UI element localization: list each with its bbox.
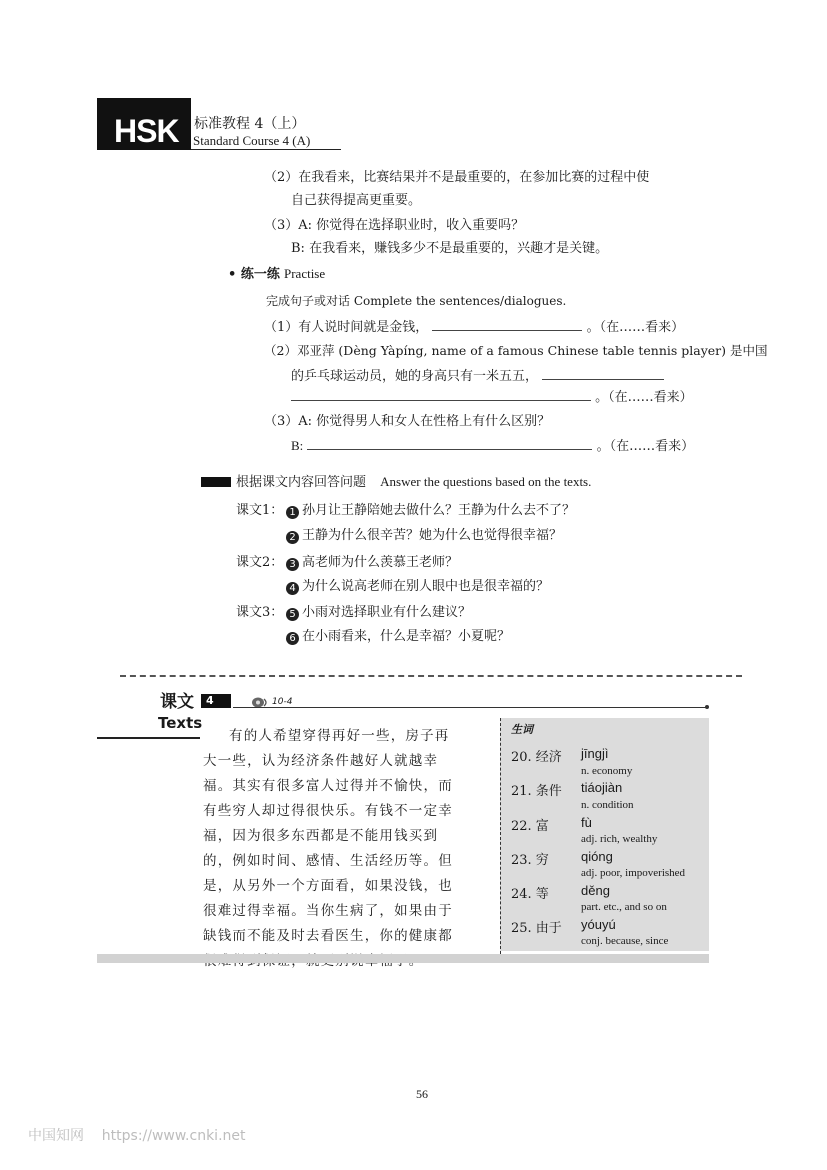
texts-label-cn: 课文	[160, 692, 194, 712]
question-number-4: 4	[286, 582, 299, 595]
practise-heading-cn: • 练一练	[228, 267, 280, 282]
practise-q3-a: （3）A: 你觉得男人和女人在性格上有什么区别？	[264, 414, 551, 429]
text-header-dot	[705, 705, 709, 709]
question-2	[286, 529, 562, 544]
vocab-word-1: 20. 经济	[511, 750, 562, 765]
question-number-3: 3	[286, 558, 299, 571]
question-number-1: 1	[286, 506, 299, 519]
passage-line-5: 福，因为很多东西都是不能用钱买到	[203, 828, 439, 844]
text-number-badge	[201, 694, 231, 708]
passage-line-8: 很难过得幸福。当你生病了，如果由于	[203, 903, 453, 919]
question-1	[286, 504, 575, 519]
practise-q1-text: （1）有人说时间就是金钱，	[264, 320, 429, 335]
question-text: 在小雨看来，什么是幸福？小夏呢？	[302, 629, 511, 644]
audio-track: 10-4	[272, 697, 293, 707]
vocab-word-4: 23. 穷	[511, 853, 549, 868]
questions-heading	[236, 475, 591, 489]
question-number-2: 2	[286, 531, 299, 544]
practise-q1-hint: 。（在……看来）	[586, 320, 685, 335]
header-rule	[191, 149, 341, 150]
practise-q1-blank[interactable]	[432, 330, 582, 331]
practise-q2-text: 的乒乓球运动员，她的身高只有一米五五，	[291, 369, 539, 384]
question-text: 为什么说高老师在别人眼中也是很幸福的？	[302, 579, 550, 594]
questions-heading-en: Answer the questions based on the texts.	[380, 474, 592, 489]
hsk-logo: HSK	[114, 113, 179, 149]
passage-line-3: 福。其实有很多富人过得并不愉快，而	[203, 778, 453, 794]
vocab-word-2: 21. 条件	[511, 784, 562, 799]
practise-q2-blank-a[interactable]	[542, 379, 664, 380]
question-number-5: 5	[286, 608, 299, 621]
practise-q3-b-label: B:	[291, 438, 304, 453]
practise-q2-line-3	[291, 391, 693, 404]
question-3	[286, 556, 458, 571]
book-title-cn: 标准教程 4（上）	[194, 116, 306, 132]
practise-q2-blank-b[interactable]	[291, 400, 591, 401]
vocab-word-5: 24. 等	[511, 887, 549, 902]
practise-q1	[264, 321, 684, 334]
question-6	[286, 630, 510, 645]
vocab-word-6: 25. 由于	[511, 921, 562, 936]
questions-marker	[201, 477, 231, 487]
vocab-def-4: adj. poor, impoverished	[581, 867, 686, 879]
passage-line-9: 缺钱而不能及时去看医生，你的健康都	[203, 928, 453, 944]
vocab-pinyin-2: tiáojiàn	[581, 780, 623, 795]
question-text: 小雨对选择职业有什么建议？	[302, 605, 472, 620]
question-text: 高老师为什么羡慕王老师？	[302, 555, 459, 570]
vocab-word-3: 22. 富	[511, 819, 549, 834]
question-5	[286, 606, 471, 621]
example-2-line-1: （2）在我看来，比赛结果并不是最重要的，在参加比赛的过程中使	[264, 170, 650, 185]
question-group-1-label: 课文1：	[236, 503, 284, 518]
question-4	[286, 580, 549, 595]
vocab-def-2: n. condition	[581, 799, 634, 811]
texts-left-rule	[97, 737, 200, 739]
section-divider	[120, 675, 742, 677]
cnki-watermark[interactable]: 中国知网 https://www.cnki.net	[28, 1128, 246, 1144]
vocab-def-5: part. etc., and so on	[581, 901, 667, 913]
passage-line-2: 大一些，认为经济条件越好人就越幸	[203, 753, 439, 769]
vocabulary-divider	[500, 718, 501, 954]
practise-q2-line-2	[291, 370, 664, 383]
texts-label-en: Texts	[158, 714, 203, 732]
book-title-en: Standard Course 4 (A)	[193, 133, 311, 148]
example-2-line-2: 自己获得提高更重要。	[291, 193, 422, 208]
practise-q2-line-1: （2）邓亚萍 (Dèng Yàpíng, name of a famous Chinese table tennis player) 是中国	[264, 343, 768, 358]
passage-line-1: 有的人希望穿得再好一些，房子再	[229, 728, 450, 744]
audio-icon[interactable]	[251, 694, 269, 707]
questions-heading-cn: 根据课文内容回答问题	[236, 475, 367, 490]
bottom-band	[97, 954, 709, 963]
example-3-a: （3）A: 你觉得在选择职业时，收入重要吗？	[264, 218, 525, 233]
practise-instruction: 完成句子或对话 Complete the sentences/dialogues.	[266, 294, 567, 308]
practise-q3-hint: 。（在……看来）	[596, 439, 695, 454]
vocab-def-1: n. economy	[581, 765, 633, 777]
question-text: 孙月让王静陪她去做什么？王静为什么去不了？	[302, 503, 576, 518]
passage-line-7: 是，从另外一个方面看，如果没钱，也	[203, 878, 453, 894]
text-number: 4	[206, 694, 214, 707]
vocab-pinyin-1: jīngjì	[581, 746, 609, 761]
vocab-def-3: adj. rich, wealthy	[581, 833, 658, 845]
question-text: 王静为什么很辛苦？她为什么也觉得很幸福？	[302, 528, 563, 543]
example-3-b: B: 在我看来，赚钱多少不是最重要的，兴趣才是关键。	[291, 241, 609, 256]
passage-line-4: 有些穷人却过得很快乐。有钱不一定幸	[203, 803, 453, 819]
practise-q3-blank[interactable]	[307, 449, 592, 450]
passage-line-6: 的，例如时间、感情、生活经历等。但	[203, 853, 453, 869]
practise-q2-hint: 。（在……看来）	[595, 390, 693, 405]
vocab-pinyin-3: fù	[581, 815, 592, 830]
question-group-2-label: 课文2：	[236, 555, 284, 570]
vocab-pinyin-6: yóuyú	[581, 917, 616, 932]
vocab-pinyin-5: děng	[581, 883, 610, 898]
vocabulary-heading: 生词	[511, 723, 533, 736]
practise-q3-b-line	[291, 439, 694, 453]
text-header-rule	[233, 707, 708, 708]
question-number-6: 6	[286, 632, 299, 645]
page-number: 56	[416, 1087, 428, 1101]
vocab-pinyin-4: qióng	[581, 849, 613, 864]
practise-heading-en: Practise	[283, 266, 326, 281]
vocab-def-6: conj. because, since	[581, 935, 669, 947]
question-group-3-label: 课文3：	[236, 605, 284, 620]
practise-heading	[228, 267, 325, 281]
